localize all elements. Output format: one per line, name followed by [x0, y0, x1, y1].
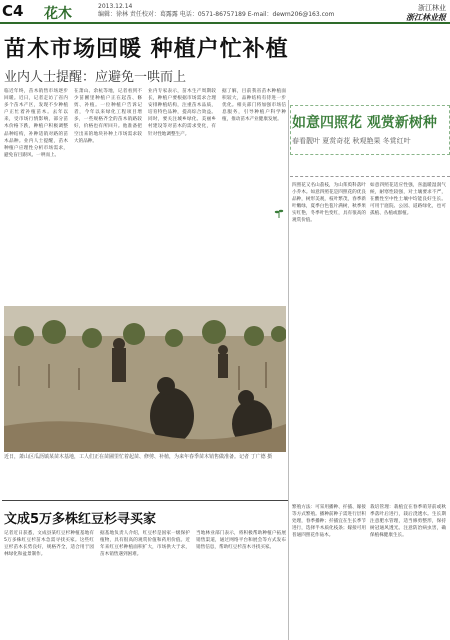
section-code: C4 [2, 2, 24, 20]
section-name: 花木 [44, 6, 72, 22]
sidebar-col1: 四照花又名山荔枝，为山茱萸科落叶小乔木。如意四照花是四照花的优良品种，树形美观，枝叶繁茂，春季新叶嫩绿，夏季白色苞片满树，秋季果实红艳，冬季叶色变红，具有很高的观赏价值。 [292, 183, 366, 224]
issue-date: 2013.12.14 [98, 3, 133, 10]
article1-col3: 业内专家表示，苗木生产周期较长，种植户要根据市场需求合理安排种植结构，注重苗木品质，培育特色品种，提高综合效益。同时，要关注城乡绿化、美丽乡村建设等对苗木的需求变化，有针对性地调整生产。 [148, 89, 216, 137]
sidebar-subtitle: 春看靓叶 夏赏奇花 秋观艳果 冬赏红叶 [292, 137, 411, 145]
sidebar-title: 如意四照花 观赏新树种 [292, 115, 437, 131]
article1-col4: 据了解，目前我省苗木种植面积较大，品种结构有待进一步优化。相关部门将加强市场信息服务，引导种植户科学种植，推动苗木产业健康发展。 [222, 89, 286, 123]
header-meta [98, 3, 334, 19]
article1-col1: 临近年终，苗木销售市场逐步回暖。近日，记者走访了省内多个苗木产区，发现不少种植户正忙着补植苗木。去年以来，受市场行情影响，部分苗木价格下跌，种植户积极调整品种结构，补种适销对路的苗木品种。业内人士提醒，苗木种植户应理性分析市场需求，避免盲目跟风、一哄而上。 [4, 89, 68, 158]
second-headline: 文成5万多株红豆杉寻买家 [4, 512, 157, 527]
page-header [0, 0, 450, 24]
column-divider [288, 100, 289, 640]
editor-contacts: 编辑：徐林 责任校对：葛露露 电话：0571-86757189 E-mail：dewm206@163.com [98, 11, 335, 18]
newspaper-name: 浙江林业报 [406, 12, 446, 22]
photo-illustration [4, 306, 286, 452]
sidebar-col2: 如意四照花适应性强，喜温暖湿润气候，耐寒性较强，对土壤要求不严，在酸性至中性土壤中均能良好生长。可用于庭院、公园、道路绿化，也可孤植、丛植或群植。 [370, 183, 446, 217]
article2-col2: 据基地负责人介绍，红豆杉是国家一级保护植物，具有很高的观赏价值和药用价值。近年来红豆杉种植面积扩大，市场供大于求，苗木销售遇到困难。 [100, 531, 190, 558]
article-divider [2, 500, 288, 501]
sidebar-col3: 繁殖方法：可采用播种、扦插、嫁接等方式繁殖。播种前种子需进行层积处理，春季播种；扦插宜在生长季节进行，选择半木质化枝条；嫁接可用普通四照花作砧木。 [292, 505, 366, 539]
photo-caption: 近日，萧山区瓜沥镇某苗木基地，工人们正在苗圃里忙着起苗、修剪、补植，为来年春季苗木销售做准备。记者 丁广德 摄 [4, 454, 273, 460]
sidebar-col4: 栽培管理：栽植宜在春季萌芽前或秋季落叶后进行，栽后浇透水。生长期注意肥水管理，适当修剪整形，保持树冠通风透光。注意防治病虫害，确保植株健康生长。 [370, 505, 446, 539]
field-photo [4, 306, 286, 452]
region-label: 浙江林业 [418, 4, 446, 12]
plant-icon [274, 208, 284, 218]
article1-col2: 在萧山、余杭等地，记者看到不少苗圃里种植户正在起苗、修剪、补植。一位种植户告诉记者，今年以来绿化工程项目增多，一些规格齐全的苗木销路较好，价格也有所回升。他准备把空出来的地块补种上市场需求较大的品种。 [74, 89, 142, 144]
article2-col1: 记者近日获悉，文成县某红豆杉种植基地有5万多株红豆杉苗木急需寻找买家。这些红豆杉苗木长势良好，规格齐全，适合用于园林绿化和盆景制作。 [4, 531, 94, 558]
sidebar-separator [290, 176, 450, 177]
article2-col3: 当地林业部门表示，将积极帮助种植户拓展销售渠道，通过网络平台和展会等方式发布销售信息，帮助红豆杉苗木寻找买家。 [196, 531, 286, 551]
main-headline: 苗木市场回暖 种植户忙补植 [4, 37, 289, 62]
main-subheadline: 业内人士提醒：应避免一哄而上 [4, 70, 187, 85]
